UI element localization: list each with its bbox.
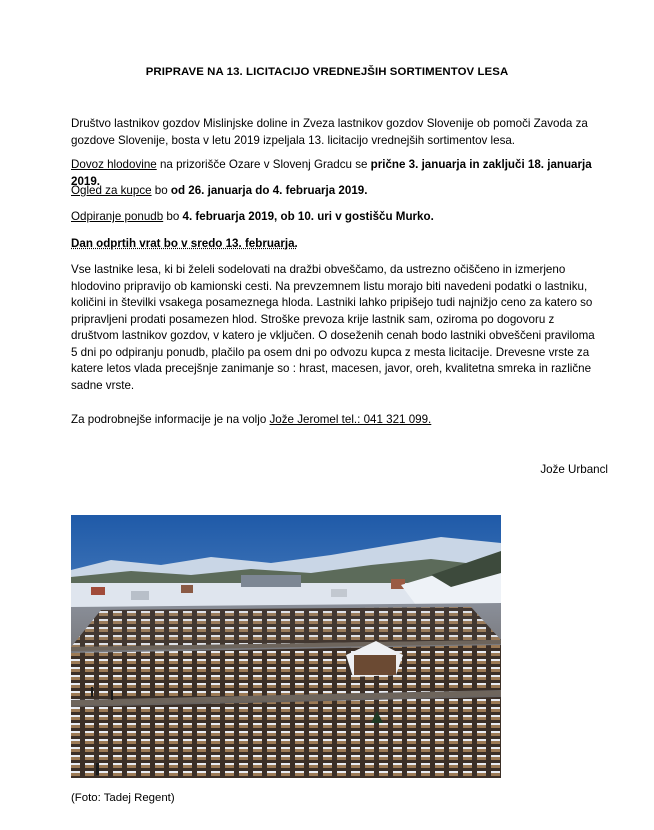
viewing-label: Ogled za kupce — [71, 184, 152, 197]
lumber-yard-photo — [71, 515, 501, 778]
open-day-line: Dan odprtih vrat bo v sredo 13. februarja. — [71, 237, 298, 250]
intro-paragraph: Društvo lastnikov gozdov Mislinjske doline in Zveza lastnikov gozdov Slovenije ob pomoči Zavoda za gozdove Slovenije, bosta v letu 2019 izpeljala 13. licitacijo vrednejših sortimentov lesa. — [71, 117, 588, 147]
viewing-paragraph — [71, 183, 611, 200]
delivery-dates: prične 3. januarja in zaključi 18. januarja 2019. — [71, 158, 592, 188]
contact-prefix: Za podrobnejše informacije je na voljo — [71, 413, 270, 426]
opening-paragraph — [71, 209, 611, 226]
photo-caption: (Foto: Tadej Regent) — [71, 792, 175, 804]
opening-date: 4. februarja 2019, ob 10. uri v gostišču Murko. — [182, 210, 434, 223]
contact-link[interactable]: Jože Jeromel tel.: 041 321 099. — [269, 413, 432, 426]
viewing-dates: od 26. januarja do 4. februarja 2019. — [170, 184, 368, 197]
page-title: PRIPRAVE NA 13. LICITACIJO VREDNEJŠIH SORTIMENTOV LESA — [145, 66, 509, 78]
body-paragraph: Vse lastnike lesa, ki bi želeli sodelovati na dražbi obveščamo, da ustrezno očiščeno in izmerjeno hlodovino pripravijo ob kamionski cesti. Na prevzemnem listu morajo biti navedeni podatki o lastniku, količini in številki vsakega posameznega hloda. Lastniki lahko pripišejo tudi najnižjo ceno za katero so pripravljeni prodati posamezen hlod. Stroške prevoza krije lastnik sam, oziroma po dogovoru z društvom lastnikov gozdov, v katero je vključen. O doseženih cenah bodo lastniki obveščeni praviloma 5 dni po odpiranju ponudb, plačilo pa osem dni po odvozu kupca z mesta licitacije. Drevesne vrste za katere letos vlada precejšnje zanimanje so : hrast, macesen, javor, oreh, kvalitetna smreka in različne sadne vrste. — [71, 263, 595, 392]
signature: Jože Urbancl — [540, 463, 608, 476]
opening-label: Odpiranje ponudb — [71, 210, 164, 223]
delivery-label: Dovoz hlodovine — [71, 158, 157, 171]
contact-paragraph — [71, 412, 611, 429]
viewing-text: bo — [151, 184, 171, 197]
opening-text: bo — [163, 210, 183, 223]
delivery-text: na prizorišče Ozare v Slovenj Gradcu se — [156, 158, 371, 171]
